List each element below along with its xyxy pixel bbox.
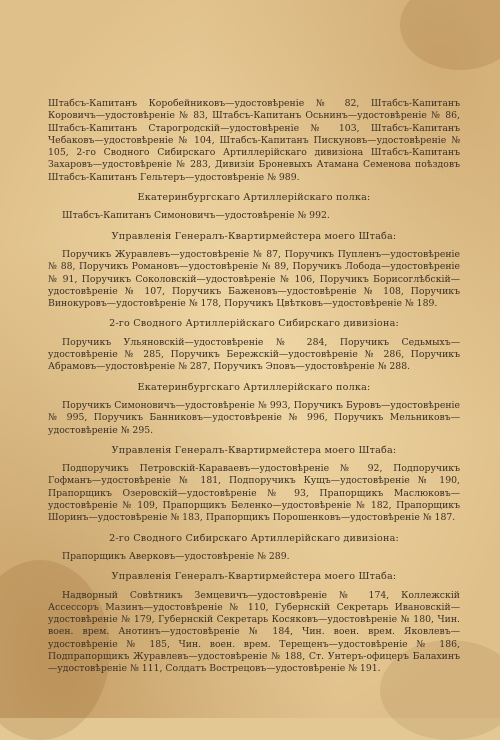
section-heading: Екатеринбургскаго Артиллерійскаго полка: bbox=[137, 381, 371, 393]
document-body bbox=[48, 98, 460, 684]
officer-list-paragraph: Поручикъ Ульяновскій—удостовѣреніе № 284, Поручикъ Седьмыхъ—удостовѣреніе № 285, Поручикъ Бережскій—удостовѣреніе № 286, Поручикъ Абрамовъ—удостовѣреніе № 287, Поручикъ Эповъ—удостовѣреніе № 288. bbox=[48, 336, 460, 373]
officer-list-paragraph: Поручикъ Журавлевъ—удостовѣреніе № 87, Поручикъ Пупленъ—удостовѣреніе № 88, Поручикъ Романовъ—удостовѣреніе № 89, Поручикъ Лобода—удостовѣреніе № 91, Поручикъ Соколовскій—удостовѣреніе № 106, Поручикъ Борисоглѣбскій—удостовѣреніе № 107, Поручикъ Баженовъ—удостовѣреніе № 108, Поручикъ Винокуровъ—удостовѣреніе № 178, Поручикъ Цвѣтковъ—удостовѣреніе № 189. bbox=[48, 248, 460, 310]
section-heading: 2-го Сводного Сибирскаго Артиллерійскаго дивизіона: bbox=[109, 532, 399, 544]
section-heading: 2-го Сводного Артиллерійскаго Сибирскаго дивизіона: bbox=[109, 318, 399, 330]
section-heading: Управленія Генералъ-Квартирмейстера моего Штаба: bbox=[111, 571, 397, 583]
officer-list-paragraph: Штабсъ-Капитанъ Коробейниковъ—удостовѣреніе № 82, Штабсъ-Капитанъ Коровичъ—удостовѣреніе № 83, Штабсъ-Капитанъ Осьнинъ—удостовѣреніе № 86, Штабсъ-Капитанъ Старогродскій—удостовѣреніе № 103, Штабсъ-Капитанъ Чебаковъ—удостовѣреніе № 104, Штабсъ-Капитанъ Пискуновъ—удостовѣреніе № 105, 2-го Сводного Сибирскаго Артиллерійскаго дивизіона Штабсъ-Капитанъ Захаровъ—удостовѣреніе № 283, Дивизіи Броневыхъ Атамана Семенова поѣздовъ Штабсъ-Капитанъ Гельтеръ—удостовѣреніе № 989. bbox=[48, 98, 460, 183]
section-heading: Управленія Генералъ-Квартирмейстера моего Штаба: bbox=[111, 230, 397, 242]
paper-stain bbox=[400, 0, 500, 70]
section-heading: Управленія Генералъ-Квартирмейстера моего Штаба: bbox=[111, 444, 397, 456]
officer-list-paragraph: Подпоручикъ Петровскій-Караваевъ—удостовѣреніе № 92, Подпоручикъ Гофманъ—удостовѣреніе № 181, Подпоручикъ Кущъ—удостовѣреніе № 190, Прапорщикъ Озеровскій—удостовѣреніе № 93, Прапорщикъ Маслюковъ—удостовѣреніе № 109, Прапорщикъ Беленко—удостовѣреніе № 182, Прапорщикъ Шоринъ—удостовѣреніе № 183, Прапорщикъ Порошенковъ—удостовѣреніе № 187. bbox=[48, 463, 460, 524]
officer-list-paragraph: Прапорщикъ Аверковъ—удостовѣреніе № 289. bbox=[62, 550, 290, 562]
officer-list-paragraph: Штабсъ-Капитанъ Симоновичъ—удостовѣреніе № 992. bbox=[62, 210, 330, 222]
officer-list-paragraph: Поручикъ Симоновичъ—удостовѣреніе № 993, Поручикъ Буровъ—удостовѣреніе № 995, Поручикъ Банниковъ—удостовѣреніе № 996, Поручикъ Мельниковъ—удостовѣреніе № 295. bbox=[48, 399, 460, 436]
section-heading: Екатеринбургскаго Артиллерійскаго полка: bbox=[137, 192, 371, 204]
officer-list-paragraph: Надворный Совѣтникъ Земцевичъ—удостовѣреніе № 174, Коллежскій Ассессоръ Мазинъ—удостовѣреніе № 110, Губернскій Секретарь Ивановскій—удостовѣреніе № 179, Губернскій Секретарь Косяковъ—удостовѣреніе № 180, Чин. воен. врем. Анотинъ—удостовѣреніе № 184, Чин. воен. врем. Яковлевъ—удостовѣреніе № 185, Чин. воен. врем. Терещенъ—удостовѣреніе № 186, Подпрапорщикъ Журавлевъ—удостовѣреніе № 188, Ст. Унтеръ-офицеръ Балахинъ—удостовѣреніе № 111, Солдатъ Вострецовъ—удостовѣреніе № 191. bbox=[48, 589, 460, 675]
